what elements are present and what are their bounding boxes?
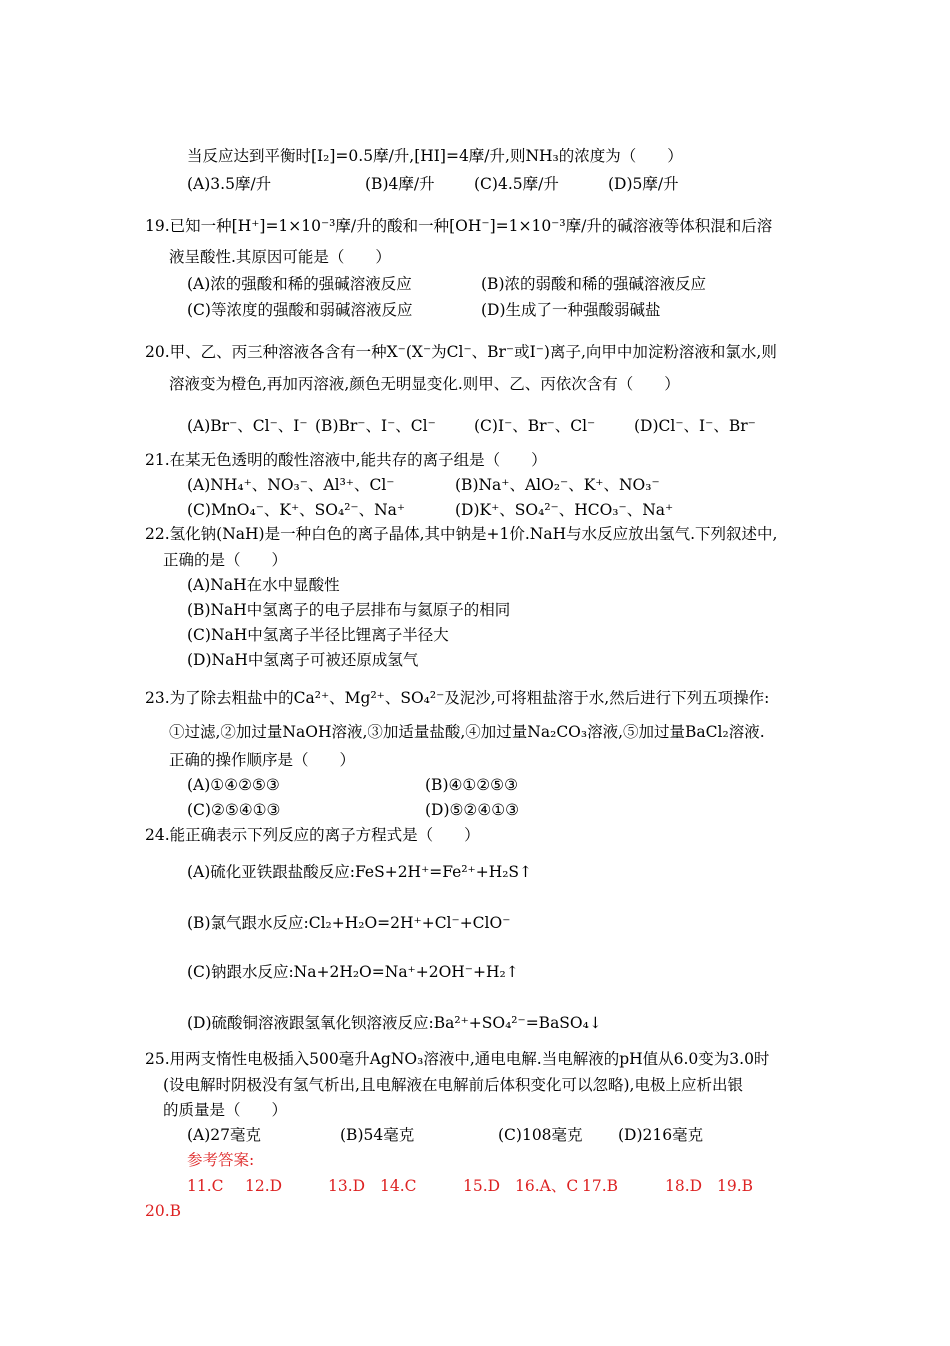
- answer-item: 16.A、C: [515, 1177, 579, 1195]
- q19-option-d: (D)生成了一种强酸弱碱盐: [481, 301, 661, 319]
- answers-title: 参考答案:: [187, 1151, 255, 1169]
- q22-option-c: (C)NaH中氢离子半径比锂离子半径大: [187, 626, 449, 644]
- q19-line2: 液呈酸性.其原因可能是（ ）: [169, 248, 391, 266]
- q25-option-b: (B)54毫克: [340, 1126, 415, 1144]
- q22-option-d: (D)NaH中氢离子可被还原成氢气: [187, 651, 419, 669]
- q21-option-b: (B)Na⁺、AlO₂⁻、K⁺、NO₃⁻: [455, 476, 660, 494]
- q22-line2: 正确的是（ ）: [163, 551, 288, 569]
- answer-item: 12.D: [245, 1177, 283, 1195]
- q22-option-b: (B)NaH中氢离子的电子层排布与氦原子的相同: [187, 601, 511, 619]
- q22-option-a: (A)NaH在水中显酸性: [187, 576, 340, 594]
- answer-item: 15.D: [463, 1177, 501, 1195]
- answer-item: 18.D: [665, 1177, 703, 1195]
- q23-line2: ①过滤,②加过量NaOH溶液,③加适量盐酸,④加过量Na₂CO₃溶液,⑤加过量BaCl₂溶液.: [169, 723, 765, 741]
- q25-option-d: (D)216毫克: [618, 1126, 704, 1144]
- q19-option-c: (C)等浓度的强酸和弱碱溶液反应: [187, 301, 413, 319]
- answer-item: 11.C: [187, 1177, 224, 1195]
- q18-option-c: (C)4.5摩/升: [474, 175, 559, 193]
- q19-option-b: (B)浓的弱酸和稀的强碱溶液反应: [481, 275, 706, 293]
- q19-line1: 19.已知一种[H⁺]=1×10⁻³摩/升的酸和一种[OH⁻]=1×10⁻³摩/升的碱溶液等体积混和后溶: [145, 217, 773, 235]
- q20-option-c: (C)I⁻、Br⁻、Cl⁻: [474, 417, 596, 435]
- q18-option-a: (A)3.5摩/升: [187, 175, 272, 193]
- q20-option-b: (B)Br⁻、I⁻、Cl⁻: [315, 417, 436, 435]
- q22-line1: 22.氢化钠(NaH)是一种白色的离子晶体,其中钠是+1价.NaH与水反应放出氢气.下列叙述中,: [145, 525, 778, 543]
- q21-stem: 21.在某无色透明的酸性溶液中,能共存的离子组是（ ）: [145, 451, 547, 469]
- q18-stem: 当反应达到平衡时[I₂]=0.5摩/升,[HI]=4摩/升,则NH₃的浓度为（ ）: [187, 147, 683, 165]
- q23-line1: 23.为了除去粗盐中的Ca²⁺、Mg²⁺、SO₄²⁻及泥沙,可将粗盐溶于水,然后进行下列五项操作:: [145, 689, 770, 707]
- q19-option-a: (A)浓的强酸和稀的强碱溶液反应: [187, 275, 412, 293]
- q25-line3: 的质量是（ ）: [163, 1101, 288, 1119]
- q18-option-d: (D)5摩/升: [608, 175, 679, 193]
- q25-option-c: (C)108毫克: [498, 1126, 583, 1144]
- q23-line3: 正确的操作顺序是（ ）: [169, 751, 356, 769]
- q20-option-d: (D)Cl⁻、I⁻、Br⁻: [634, 417, 756, 435]
- q24-option-c: (C)钠跟水反应:Na+2H₂O=Na⁺+2OH⁻+H₂↑: [187, 963, 519, 981]
- q24-option-a: (A)硫化亚铁跟盐酸反应:FeS+2H⁺=Fe²⁺+H₂S↑: [187, 863, 533, 881]
- q21-option-a: (A)NH₄⁺、NO₃⁻、Al³⁺、Cl⁻: [187, 476, 395, 494]
- q23-option-a: (A)①④②⑤③: [187, 776, 280, 794]
- q23-option-c: (C)②⑤④①③: [187, 801, 281, 819]
- q24-option-d: (D)硫酸铜溶液跟氢氧化钡溶液反应:Ba²⁺+SO₄²⁻=BaSO₄↓: [187, 1014, 602, 1032]
- answer-item: 14.C: [380, 1177, 417, 1195]
- q21-option-c: (C)MnO₄⁻、K⁺、SO₄²⁻、Na⁺: [187, 501, 406, 519]
- q20-option-a: (A)Br⁻、Cl⁻、I⁻: [187, 417, 308, 435]
- q23-option-d: (D)⑤②④①③: [425, 801, 519, 819]
- answer-item: 17.B: [582, 1177, 619, 1195]
- q23-option-b: (B)④①②⑤③: [425, 776, 518, 794]
- q20-line1: 20.甲、乙、丙三种溶液各含有一种X⁻(X⁻为Cl⁻、Br⁻或I⁻)离子,向甲中加淀粉溶液和氯水,则: [145, 343, 777, 361]
- q18-option-b: (B)4摩/升: [365, 175, 435, 193]
- q21-option-d: (D)K⁺、SO₄²⁻、HCO₃⁻、Na⁺: [455, 501, 674, 519]
- answer-item: 20.B: [145, 1202, 182, 1220]
- q25-line1: 25.用两支惰性电极插入500毫升AgNO₃溶液中,通电电解.当电解液的pH值从6.0变为3.0时: [145, 1050, 770, 1068]
- q24-option-b: (B)氯气跟水反应:Cl₂+H₂O=2H⁺+Cl⁻+ClO⁻: [187, 914, 511, 932]
- q25-option-a: (A)27毫克: [187, 1126, 262, 1144]
- q24-stem: 24.能正确表示下列反应的离子方程式是（ ）: [145, 826, 480, 844]
- q25-line2: (设电解时阴极没有氢气析出,且电解液在电解前后体积变化可以忽略),电极上应析出银: [163, 1076, 743, 1094]
- answer-item: 19.B: [717, 1177, 754, 1195]
- q20-line2: 溶液变为橙色,再加丙溶液,颜色无明显变化.则甲、乙、丙依次含有（ ）: [169, 375, 680, 393]
- answer-item: 13.D: [328, 1177, 366, 1195]
